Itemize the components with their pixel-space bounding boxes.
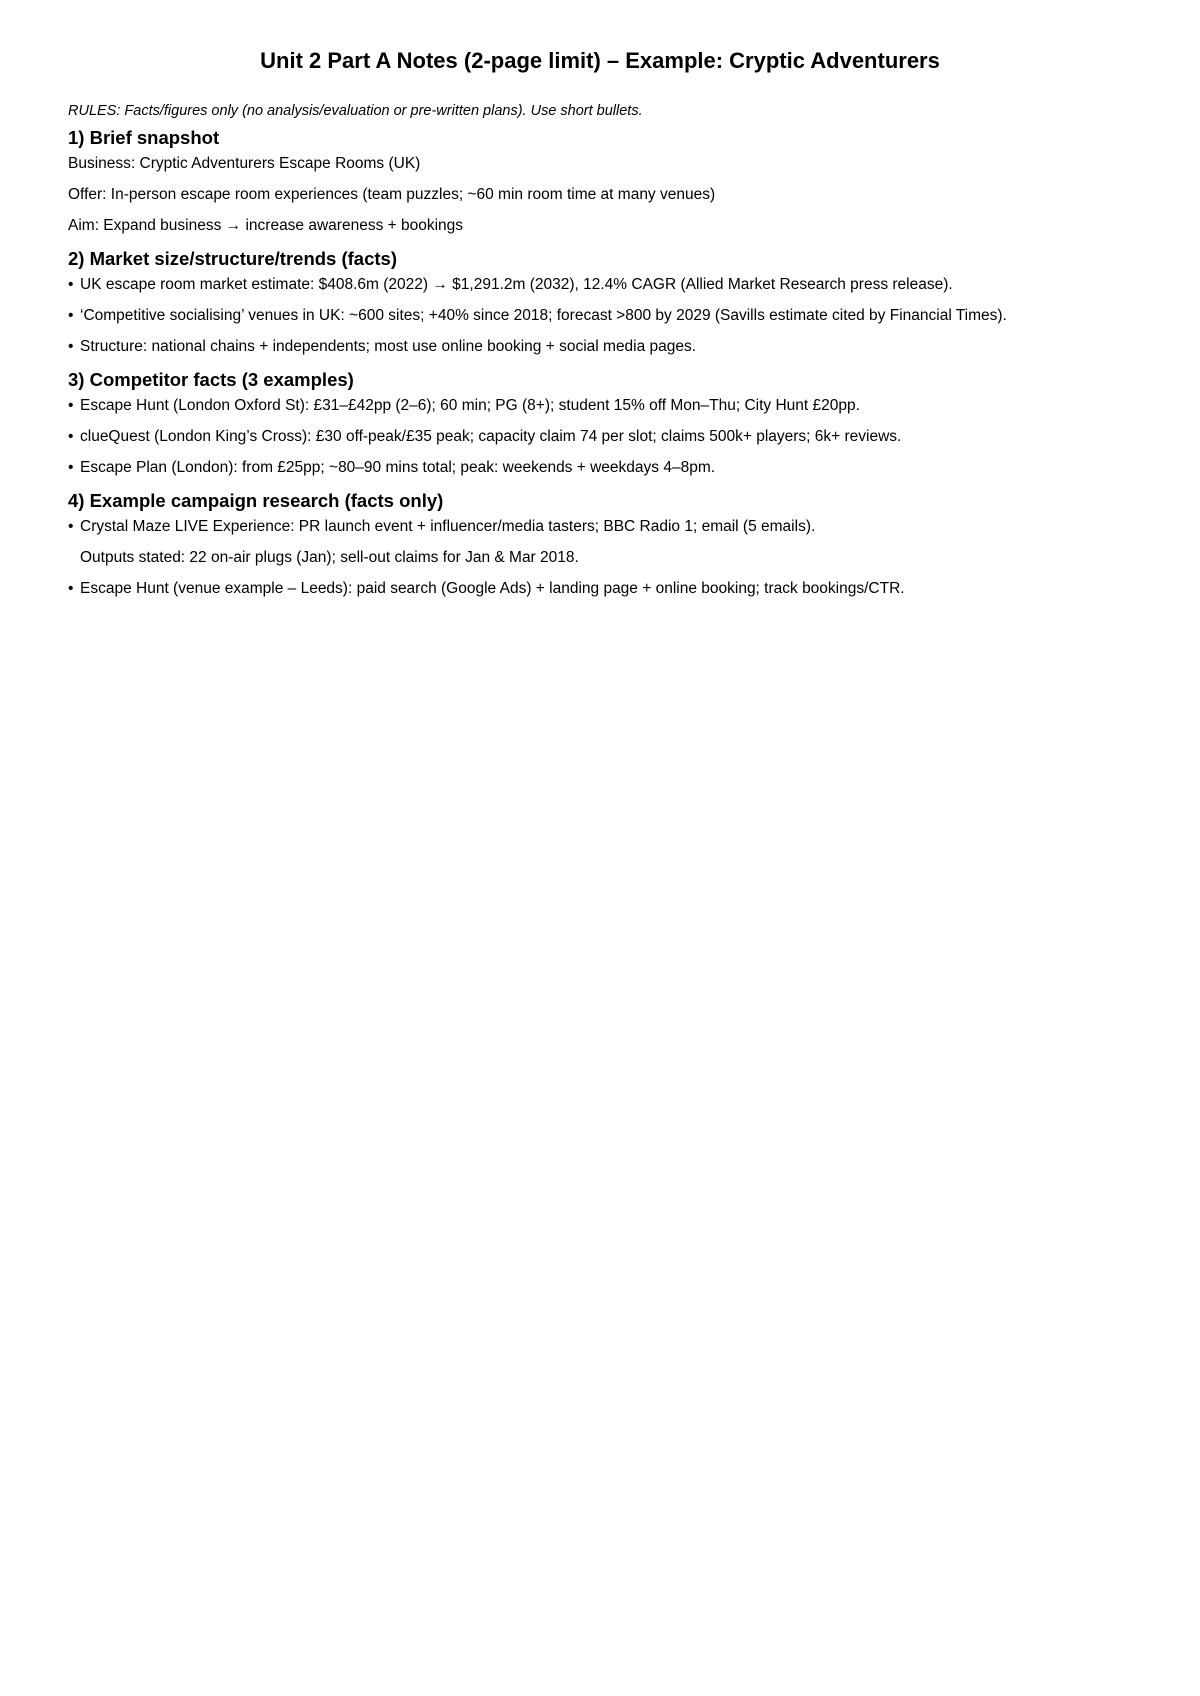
list-item xyxy=(68,517,1132,537)
document-title: Unit 2 Part A Notes (2-page limit) – Example: Cryptic Adventurers xyxy=(260,48,940,73)
snapshot-offer: Offer: In-person escape room experiences (team puzzles; ~60 min room time at many venues) xyxy=(68,186,716,203)
list-item xyxy=(68,275,1132,295)
list-item xyxy=(68,337,1132,357)
snapshot-aim: Aim: Expand business → increase awareness + bookings xyxy=(68,217,464,234)
section-heading: 3) Competitor facts (3 examples) xyxy=(68,369,354,390)
list-item-text: Escape Hunt (venue example – Leeds): paid search (Google Ads) + landing page + online booking; track bookings/CTR. xyxy=(80,580,905,597)
section-market xyxy=(68,247,1132,357)
list-item xyxy=(68,579,1132,599)
list-item-text: Escape Plan (London): from £25pp; ~80–90 mins total; peak: weekends + weekdays 4–8pm. xyxy=(80,459,716,476)
section-brief-snapshot xyxy=(68,126,1132,236)
section-heading: 2) Market size/structure/trends (facts) xyxy=(68,248,397,269)
bullet-icon: • xyxy=(68,276,74,293)
list-item xyxy=(68,458,1132,478)
section-heading: 4) Example campaign research (facts only) xyxy=(68,490,444,511)
bullet-icon: • xyxy=(68,518,74,535)
rules-note: RULES: Facts/figures only (no analysis/evaluation or pre-written plans). Use short bullets. xyxy=(68,103,643,119)
list-item-text: Escape Hunt (London Oxford St): £31–£42pp (2–6); 60 min; PG (8+); student 15% off Mon–Thu; City Hunt £20pp. xyxy=(80,397,860,414)
bullet-icon: • xyxy=(68,338,74,355)
list-item xyxy=(68,396,1132,416)
list-item xyxy=(68,306,1132,326)
list-item-continuation: Outputs stated: 22 on-air plugs (Jan); sell-out claims for Jan & Mar 2018. xyxy=(80,549,579,566)
list-item-text: UK escape room market estimate: $408.6m (2022) → $1,291.2m (2032), 12.4% CAGR (Allied Market Research press release). xyxy=(80,276,953,293)
section-heading: 1) Brief snapshot xyxy=(68,127,220,148)
list-item-text: clueQuest (London King’s Cross): £30 off-peak/£35 peak; capacity claim 74 per slot; claims 500k+ players; 6k+ reviews. xyxy=(80,428,902,445)
list-item-text: ‘Competitive socialising’ venues in UK: ~600 sites; +40% since 2018; forecast >800 by 2029 (Savills estimate cited by Financial Times). xyxy=(80,307,1007,324)
list-item-text: Structure: national chains + independents; most use online booking + social media pages. xyxy=(80,338,697,355)
list-item xyxy=(68,427,1132,447)
section-competitors xyxy=(68,368,1132,478)
bullet-icon: • xyxy=(68,428,74,445)
bullet-icon: • xyxy=(68,459,74,476)
bullet-icon: • xyxy=(68,397,74,414)
section-campaigns xyxy=(68,489,1132,599)
list-item-text: Crystal Maze LIVE Experience: PR launch event + influencer/media tasters; BBC Radio 1; email (5 emails). xyxy=(80,518,816,535)
bullet-icon: • xyxy=(68,580,74,597)
snapshot-business: Business: Cryptic Adventurers Escape Rooms (UK) xyxy=(68,155,421,172)
bullet-icon: • xyxy=(68,307,74,324)
